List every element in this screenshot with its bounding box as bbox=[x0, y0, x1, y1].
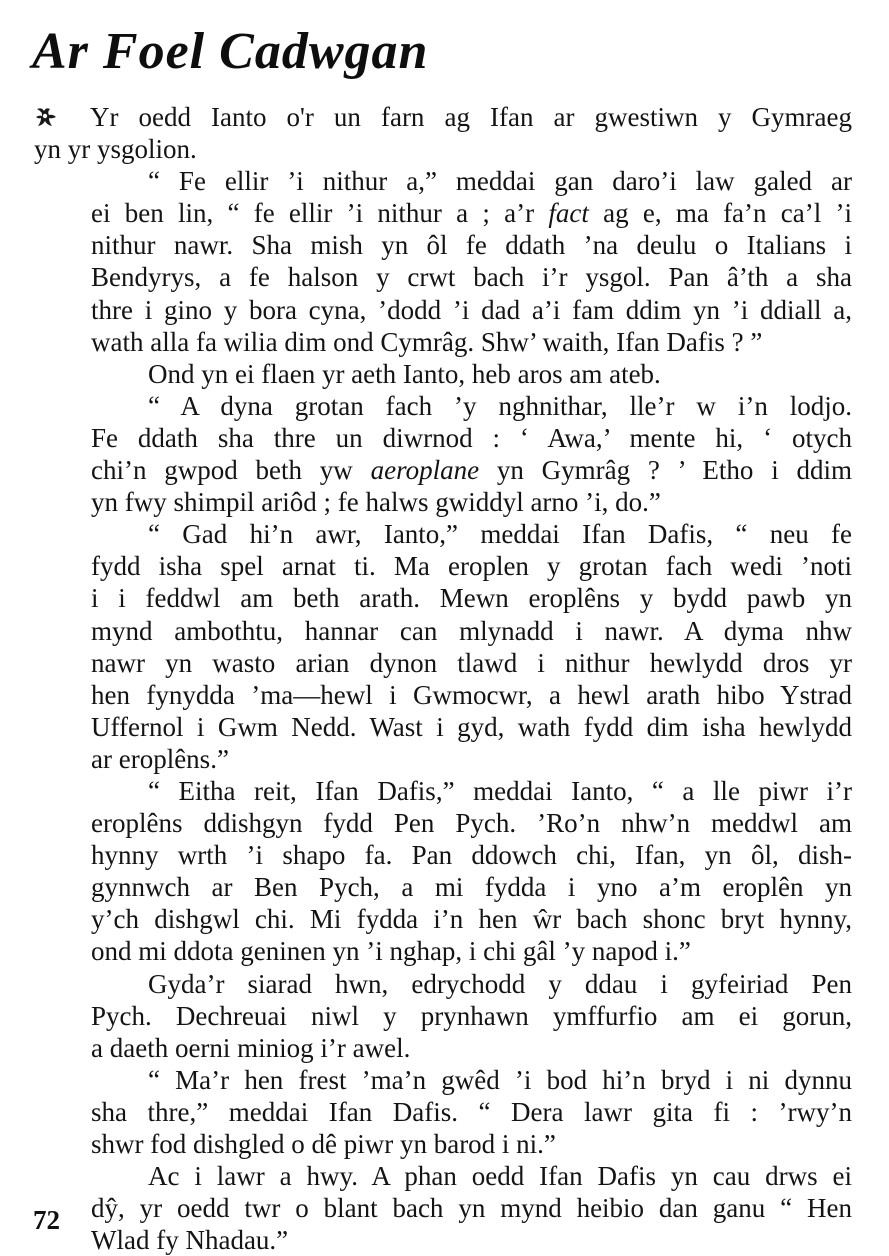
paragraph bbox=[34, 775, 852, 968]
paragraph bbox=[34, 968, 852, 1064]
text-line: eroplêns ddishgyn fydd Pen Pych. ’Ro’n nhw’n meddwl am bbox=[91, 808, 852, 839]
text-line: “ Ma’r hen frest ’ma’n gwêd ’i bod hi’n bryd i ni dynnu bbox=[148, 1064, 852, 1095]
text-line: Ond yn ei flaen yr aeth Ianto, heb aros am ateb. bbox=[148, 358, 661, 389]
text-fragment: ag e, ma fa’n ca’l ’i bbox=[588, 198, 852, 229]
text-fragment: yn Gymrâg ? ’ Etho i ddim bbox=[479, 455, 852, 486]
text-line: nithur nawr. Sha mish yn ôl fe ddath ’na deulu o Italians i bbox=[91, 230, 852, 261]
text-line: Fe ddath sha thre un diwrnod : ‘ Awa,’ mente hi, ‘ otych bbox=[91, 422, 852, 453]
text-line: yn fwy shimpil ariôd ; fe halws gwiddyl arno ’i, do.” bbox=[91, 487, 661, 518]
text-line: shwr fod dishgled o dê piwr yn barod i ni.” bbox=[91, 1129, 556, 1159]
text-line: dŷ, yr oedd twr o blant bach yn mynd heibio dan ganu “ Hen bbox=[91, 1193, 852, 1224]
page-number: 72 bbox=[33, 1205, 60, 1235]
text-line: Wlad fy Nhadau.” bbox=[91, 1225, 289, 1256]
paragraph bbox=[34, 165, 852, 358]
text-line: a daeth oerni miniog i’r awel. bbox=[91, 1032, 411, 1063]
text-line: Ac i lawr a hwy. A phan oedd Ifan Dafis yn cau drws ei bbox=[148, 1161, 852, 1192]
paragraph bbox=[34, 101, 852, 165]
text-line: mynd ambothtu, hannar can mlynadd i nawr. A dyma nhw bbox=[91, 615, 852, 646]
text-line: “ A dyna grotan fach ’y nghnithar, lle’r w i’n lodjo. bbox=[148, 390, 852, 421]
text-line: Bendyrys, a fe halson y crwt bach i’r ysgol. Pan â’th a sha bbox=[91, 262, 852, 293]
text-fragment: ei ben lin, “ fe ellir ’i nithur a ; a’r bbox=[91, 198, 549, 229]
text-line: wath alla fa wilia dim ond Cymrâg. Shw’ waith, Ifan Dafis ? ” bbox=[91, 326, 763, 357]
italic-word: fact bbox=[548, 198, 589, 229]
paragraph bbox=[34, 518, 852, 775]
text-line: y’ch dishgwl chi. Mi fydda i’n hen ŵr bach shonc bryt hynny, bbox=[91, 904, 852, 935]
text-line: ond mi ddota geninen yn ’i nghap, i chi gâl ’y napod i.” bbox=[91, 936, 691, 967]
text-line: “ Gad hi’n awr, Ianto,” meddai Ifan Dafis, “ neu fe bbox=[148, 519, 852, 550]
text-line: thre i gino y bora cyna, ’dodd ’i dad a’i fam ddim yn ’i ddiall a, bbox=[91, 294, 852, 325]
text-line: hen fynydda ’ma—hewl i Gwmocwr, a hewl arath hibo Ystrad bbox=[91, 679, 852, 710]
text-line: yn yr ysgolion. bbox=[34, 134, 197, 165]
text-line: Uffernol i Gwm Nedd. Wast i gyd, wath fydd dim isha hewlydd bbox=[91, 711, 852, 742]
italic-word: aeroplane bbox=[370, 455, 480, 486]
paragraph bbox=[34, 1064, 852, 1160]
text-line: ar eroplêns.” bbox=[91, 743, 229, 774]
paragraph bbox=[34, 1160, 852, 1256]
paragraph bbox=[34, 390, 852, 518]
body-text bbox=[34, 101, 852, 1256]
text-line: Yr oedd Ianto o'r un farn ag Ifan ar gwestiwn y Gymraeg bbox=[90, 102, 852, 132]
text-line: Gyda’r siarad hwn, edrychodd y ddau i gyfeiriad Pen bbox=[148, 968, 852, 999]
text-fragment: chi’n gwpod beth yw bbox=[91, 455, 371, 486]
text-line: Pych. Dechreuai niwl y prynhawn ymffurfio am ei gorun, bbox=[91, 1000, 852, 1031]
chapter-title: Ar Foel Cadwgan bbox=[32, 23, 429, 80]
text-line: gynnwch ar Ben Pych, a mi fydda i yno a’m eroplên yn bbox=[91, 872, 852, 903]
text-line: “ Eitha reit, Ifan Dafis,” meddai Ianto, “ a lle piwr i’r bbox=[148, 775, 852, 806]
text-line: hynny wrth ’i shapo fa. Pan ddowch chi, Ifan, yn ôl, dish- bbox=[91, 840, 852, 871]
text-line: i i feddwl am beth arath. Mewn eroplêns y bydd pawb yn bbox=[91, 583, 852, 614]
text-line: fydd isha spel arnat ti. Ma eroplen y grotan fach wedi ’noti bbox=[91, 551, 852, 582]
paragraph bbox=[34, 358, 852, 390]
text-line: “ Fe ellir ’i nithur a,” meddai gan daro’i law galed ar bbox=[148, 166, 852, 197]
text-line: nawr yn wasto arian dynon tlawd i nithur hewlydd dros yr bbox=[91, 647, 852, 678]
fleuron-icon bbox=[34, 105, 60, 129]
text-line: sha thre,” meddai Ifan Dafis. “ Dera lawr gita fi : ’rwy’n bbox=[91, 1096, 852, 1127]
